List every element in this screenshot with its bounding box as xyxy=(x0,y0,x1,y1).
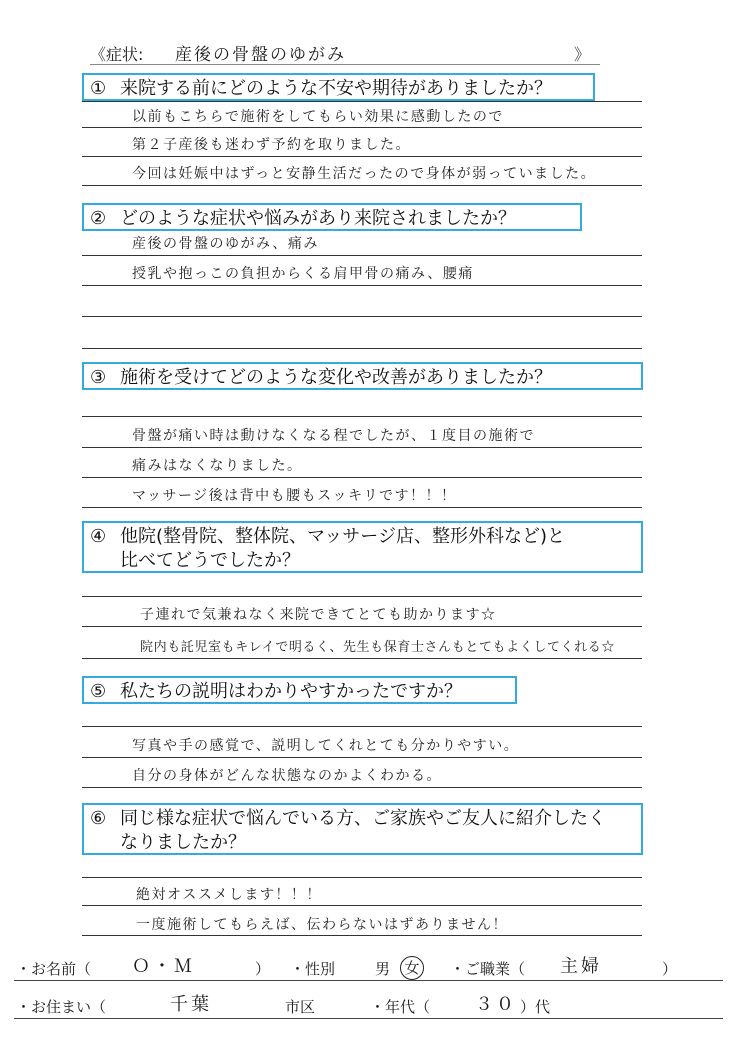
question-4-number: ④ xyxy=(90,526,107,547)
answer-rule xyxy=(82,658,642,659)
header-underline xyxy=(90,64,600,65)
answer-5-line-1: 写真や手の感覚で、説明してくれとても分かりやすい。 xyxy=(132,738,520,754)
answer-rule xyxy=(82,626,642,627)
footer-row-1 xyxy=(0,952,737,982)
question-4-text-line-2: 比べてどうでしたか？ xyxy=(120,550,300,571)
job-value: 主婦 xyxy=(560,956,602,977)
answer-rule xyxy=(82,596,642,597)
answer-rule xyxy=(82,447,642,448)
answer-1-line-3: 今回は妊娠中はずっと安静生活だったので身体が弱っていました。 xyxy=(132,166,597,182)
answer-rule xyxy=(82,477,642,478)
question-6-text-line-1: 同じ様な症状で悩んでいる方、ご家族やご友人に紹介したく xyxy=(120,808,606,829)
question-4-text-line-1: 他院(整骨院、整体院、マッサージ店、整形外科など)と xyxy=(120,526,565,547)
symptom-label: 《症状: xyxy=(90,45,144,64)
address-label: ・お住まい（ xyxy=(16,998,107,1016)
answer-rule xyxy=(82,877,642,878)
footer-row-2 xyxy=(0,990,737,1020)
answer-6-line-2: 一度施術してもらえば、伝わらないはずありません！ xyxy=(136,917,508,933)
name-label: ・お名前（ xyxy=(16,960,92,978)
question-5-number: ⑤ xyxy=(90,681,107,702)
answer-rule xyxy=(82,905,642,906)
age-value: ３０ xyxy=(475,994,517,1015)
question-1-number: ① xyxy=(90,78,107,99)
answer-4-line-2: 院内も託児室もキレイで明るく、先生も保育士さんもとてもよくしてくれる☆ xyxy=(140,640,615,655)
question-2-text: どのような症状や悩みがあり来院されましたか？ xyxy=(120,208,516,229)
symptom-header xyxy=(90,40,600,66)
question-5-text: 私たちの説明はわかりやすかったですか？ xyxy=(120,681,462,702)
answer-1-line-2: 第２子産後も迷わず予約を取りました。 xyxy=(132,137,411,153)
question-2-box xyxy=(82,203,582,231)
answer-rule xyxy=(82,726,642,727)
answer-2-line-2: 授乳や抱っこの負担からくる肩甲骨の痛み、腰痛 xyxy=(132,266,474,282)
answer-rule xyxy=(82,757,642,758)
question-2-number: ② xyxy=(90,208,107,229)
answer-rule xyxy=(82,156,642,157)
footer-underline-2 xyxy=(14,1018,723,1019)
age-label: ・年代（ xyxy=(370,998,431,1016)
address-unit: 市区 xyxy=(285,998,316,1016)
answer-rule xyxy=(82,285,642,286)
symptom-close-bracket: 》 xyxy=(573,45,590,64)
question-1-box xyxy=(82,73,595,101)
answer-rule xyxy=(82,348,642,349)
job-close: ） xyxy=(662,960,678,978)
footer-underline-1 xyxy=(14,980,723,981)
gender-female-circled: 女 xyxy=(400,956,424,980)
answer-rule xyxy=(82,185,642,186)
job-label: ・ご職業（ xyxy=(450,960,526,978)
age-close: ）代 xyxy=(520,998,551,1016)
answer-rule xyxy=(82,787,642,788)
answer-1-line-1: 以前もこちらで施術をしてもらい効果に感動したので xyxy=(132,109,504,125)
answer-3-line-3: マッサージ後は背中も腰もスッキリです！！！ xyxy=(132,488,457,504)
question-3-text: 施術を受けてどのような変化や改善がありましたか？ xyxy=(120,367,552,388)
symptom-value: 産後の骨盤のゆがみ xyxy=(175,45,346,65)
question-3-box xyxy=(82,362,643,390)
answer-4-line-1: 子連れで気兼ねなく来院できてとても助かります☆ xyxy=(140,607,497,623)
answer-rule xyxy=(82,507,642,508)
gender-male: 男 xyxy=(375,960,391,978)
question-5-box xyxy=(82,676,517,704)
answer-rule xyxy=(82,316,642,317)
answer-3-line-1: 骨盤が痛い時は動けなくなる程でしたが、１度目の施術で xyxy=(132,428,535,444)
answer-rule xyxy=(82,935,642,936)
question-6-text-line-2: なりましたか？ xyxy=(120,832,246,853)
name-close: ） xyxy=(255,960,271,978)
answer-3-line-2: 痛みはなくなりました。 xyxy=(132,458,303,474)
name-value: Ｏ・Ｍ xyxy=(132,956,195,977)
address-value: 千葉 xyxy=(170,994,212,1015)
answer-5-line-2: 自分の身体がどんな状態なのかよくわかる。 xyxy=(132,768,442,784)
question-1-text: 来院する前にどのような不安や期待がありましたか？ xyxy=(120,78,552,99)
question-6-box xyxy=(82,803,643,855)
answer-6-line-1: 絶対オススメします！！！ xyxy=(136,887,322,903)
answer-rule xyxy=(82,101,642,102)
question-6-number: ⑥ xyxy=(90,808,107,829)
gender-label: ・性別 xyxy=(290,960,336,978)
answer-rule xyxy=(82,416,642,417)
answer-2-line-1: 産後の骨盤のゆがみ、痛み xyxy=(132,236,319,252)
answer-rule xyxy=(82,127,642,128)
question-4-box xyxy=(82,521,643,573)
question-3-number: ③ xyxy=(90,367,107,388)
answer-rule xyxy=(82,255,642,256)
